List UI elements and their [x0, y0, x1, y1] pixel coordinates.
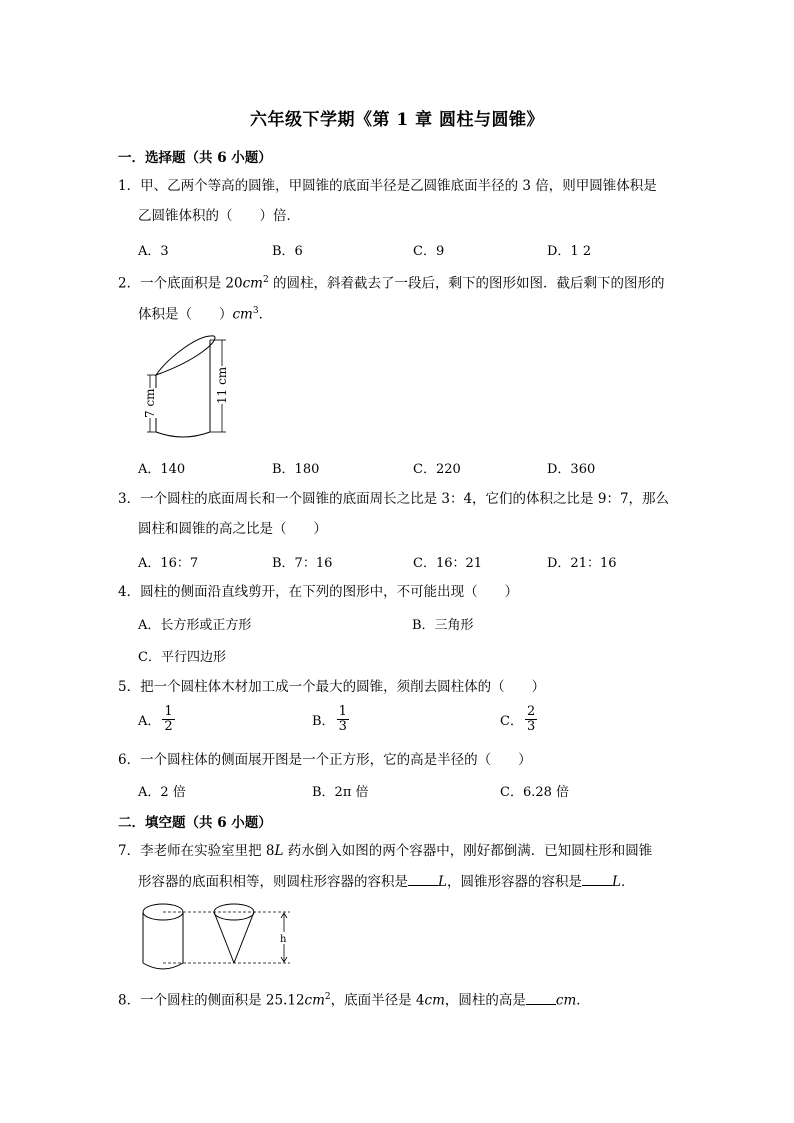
- fraction-denominator: 2: [164, 719, 173, 734]
- question-2-text-c: 体积是（ ）: [138, 306, 233, 323]
- cylinder-bottom-curve: [143, 963, 183, 969]
- fraction-numerator: 1: [164, 704, 173, 719]
- question-4-option-b: B．三角形: [412, 618, 474, 633]
- question-5-option-a-label: A．: [138, 714, 161, 729]
- question-8-unit: cm: [304, 992, 325, 1009]
- question-8-text-b: ，底面半径是 4: [330, 992, 425, 1009]
- question-6-option-a: A．2 倍: [138, 785, 186, 800]
- question-3-option-b: B．7：16: [272, 556, 333, 571]
- section-heading-fill-blank: 二．填空题（共 6 小题）: [118, 815, 272, 831]
- cut-cylinder-figure: [138, 328, 238, 443]
- question-5-option-b-fraction: [337, 705, 349, 734]
- question-7-unit-2: L: [611, 874, 621, 890]
- question-2-unit: cm: [242, 275, 263, 292]
- cylinder-slanted-top: [156, 336, 215, 375]
- question-2-option-a: A．140: [138, 462, 186, 477]
- page-title: 六年级下学期《第 1 章 圆柱与圆锥》: [249, 110, 545, 130]
- question-8-text-a: 8．一个圆柱的侧面积是 25.12: [118, 992, 305, 1009]
- label-11cm: 11 cm: [215, 366, 229, 404]
- question-1-line-1: 1．甲、乙两个等高的圆锥，甲圆锥的底面半径是乙圆锥底面半径的 3 倍，则甲圆锥体积是: [118, 178, 657, 194]
- question-8-unit-3: cm: [555, 992, 577, 1009]
- section-heading-choice: 一．选择题（共 6 小题）: [118, 150, 272, 166]
- label-7cm: 7 cm: [143, 388, 157, 418]
- containers-figure: [138, 898, 298, 974]
- question-3-option-c: C．16：21: [413, 556, 483, 571]
- question-2-unit-2: cm: [232, 306, 253, 323]
- question-5-line-1: 5．把一个圆柱体木材加工成一个最大的圆锥，须削去圆柱体的（ ）: [118, 679, 546, 695]
- cylinder-base-curve: [156, 432, 210, 437]
- question-2-text-b: 的圆柱，斜着截去了一段后，剩下的图形如图．截后剩下的图形的: [268, 275, 665, 292]
- fraction-denominator: 3: [526, 719, 536, 734]
- fraction-numerator: 1: [338, 704, 347, 719]
- question-5-option-a-fraction: [162, 705, 174, 734]
- question-1-option-b: B．6: [272, 244, 303, 259]
- question-2-option-c: C．220: [413, 462, 461, 477]
- question-2-option-b: B．180: [272, 462, 320, 477]
- question-5-option-c-label: C．: [500, 714, 523, 729]
- question-1-line-2: 乙圆锥体积的（ ）倍．: [138, 208, 300, 224]
- question-1-option-a: A．3: [138, 244, 169, 259]
- question-2-line-2: [138, 301, 272, 325]
- question-8-line-1: [118, 987, 590, 1011]
- question-5-option-b-label: B．: [312, 714, 335, 729]
- fraction-numerator: 2: [526, 704, 536, 719]
- question-1-option-d: D．1 2: [547, 244, 592, 259]
- question-5-option-b: [312, 705, 349, 734]
- question-2-option-d: D．360: [547, 462, 596, 477]
- question-8-text-end: ．: [576, 992, 590, 1009]
- question-7-text-c: 形容器的底面积相等，则圆柱形容器的容积是: [138, 874, 408, 890]
- question-3-option-a: A．16：7: [138, 556, 199, 571]
- question-1-option-c: C．9: [413, 244, 445, 259]
- question-7-text-end: ．: [620, 874, 635, 890]
- question-8-unit-2: cm: [424, 992, 445, 1009]
- question-6-option-c: C．6.28 倍: [500, 785, 570, 800]
- question-4-option-c: C．平行四边形: [138, 650, 226, 665]
- question-4-option-a: A．长方形或正方形: [138, 618, 252, 633]
- question-5-option-a: [138, 705, 175, 734]
- question-5-option-c-fraction: [525, 705, 537, 734]
- question-3-line-2: 圆柱和圆锥的高之比是（ ）: [138, 521, 327, 537]
- question-6-line-1: 6．一个圆柱体的侧面展开图是一个正方形，它的高是半径的（ ）: [118, 752, 532, 768]
- question-2-unit-exponent: 2: [262, 275, 269, 285]
- question-6-option-b: B．2π 倍: [312, 785, 369, 800]
- question-2-unit-2-exponent: 3: [252, 306, 259, 316]
- question-7-line-1: [118, 841, 652, 861]
- question-7-unit: L: [274, 843, 284, 859]
- question-7-text-a: 7．李老师在实验室里把 8: [118, 843, 275, 859]
- question-7-text-d: ，圆锥形容器的容积是: [446, 874, 582, 890]
- question-7-text-b: 药水倒入如图的两个容器中，刚好都倒满．已知圆柱形和圆锥: [283, 843, 653, 859]
- question-7-blank-2[interactable]: [582, 873, 612, 886]
- question-3-line-1: 3．一个圆柱的底面周长和一个圆锥的底面周长之比是 3：4，它们的体积之比是 9：7，那么: [118, 491, 670, 507]
- question-3-option-d: D．21：16: [547, 556, 617, 571]
- question-8-blank[interactable]: [526, 992, 556, 1005]
- question-7-line-2: [138, 872, 634, 892]
- question-2-text-a: 2．一个底面积是 20: [118, 275, 243, 292]
- question-8-text-c: ，圆柱的高是: [444, 992, 526, 1009]
- fraction-denominator: 3: [338, 719, 347, 734]
- height-label: h: [280, 934, 287, 945]
- question-7-blank-1[interactable]: [408, 873, 438, 886]
- question-7-unit-1: L: [438, 874, 447, 890]
- question-4-line-1: 4．圆柱的侧面沿直线剪开，在下列的图形中，不可能出现（ ）: [118, 584, 519, 600]
- question-2-text-d: ．: [258, 306, 273, 323]
- question-2-line-1: [118, 270, 664, 294]
- question-5-option-c: [500, 705, 537, 734]
- question-8-unit-exponent: 2: [324, 992, 331, 1002]
